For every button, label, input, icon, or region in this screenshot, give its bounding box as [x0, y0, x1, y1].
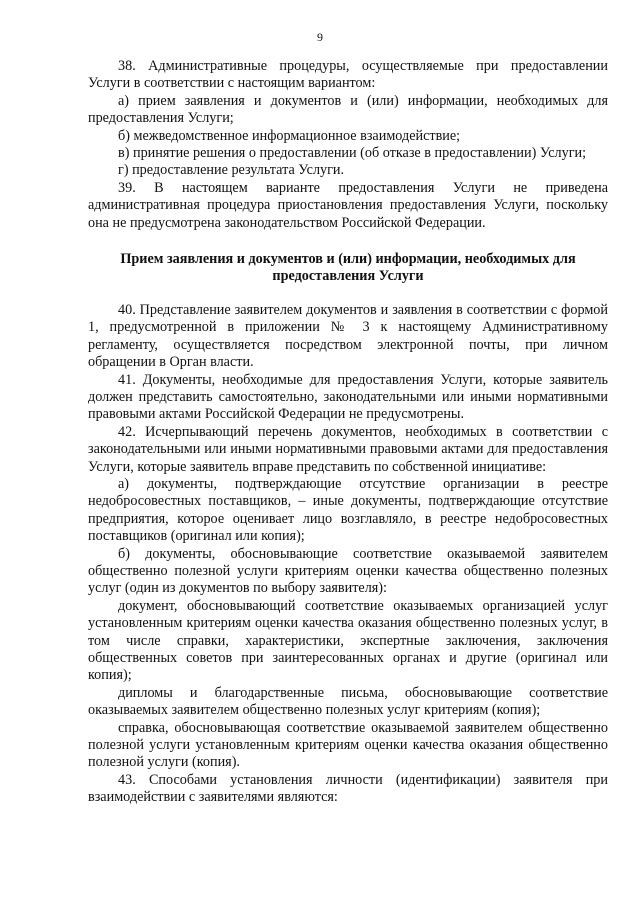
- document-body: [88, 58, 608, 807]
- list-item-42a: а) документы, подтверждающие отсутствие организации в реестре недобросовестных поставщиков, – иные документы, подтверждающие отсутствие предприятия, которое оценивает лицо возглавляло, в реестре недобросовестных поставщиков (оригинал или копия);: [88, 475, 608, 545]
- list-item-v: в) принятие решения о предоставлении (об отказе в предоставлении) Услуги;: [118, 145, 587, 162]
- sub-item-certificate: справка, обосновывающая соответствие оказываемой заявителем общественно полезной услуги установленным критериям оценки качества оказания общественно полезной услуги (копия).: [88, 719, 608, 771]
- paragraph-41: 41. Документы, необходимые для предоставления Услуги, которые заявитель должен представить самостоятельно, законодательными или иными нормативными правовыми актами Российской Федерации не предусмотрены.: [88, 371, 608, 423]
- list-item-a: а) прием заявления и документов и (или) информации, необходимых для предоставления Услуги;: [88, 92, 608, 127]
- page-number: 9: [317, 30, 323, 44]
- sub-item-document: документ, обосновывающий соответствие оказываемых организацией услуг установленным критериям оценки качества оказания общественно полезных услуг, в том числе справки, характеристики, экспертные заключения, заключения общественных советов при заинтересованных органах и другие (оригинал или копия);: [88, 597, 608, 684]
- paragraph-42: 42. Исчерпывающий перечень документов, необходимых в соответствии с законодательными или иными нормативными правовыми актами для предоставления Услуги, которые заявитель вправе представить по собственной инициативе:: [88, 423, 608, 475]
- list-item-b: б) межведомственное информационное взаимодействие;: [118, 127, 461, 144]
- section-heading: Прием заявления и документов и (или) информации, необходимых для предоставления Услуги: [120, 251, 576, 285]
- paragraph-39: 39. В настоящем варианте предоставления Услуги не приведена административная процедура приостановления предоставления Услуги, поскольку она не предусмотрена законодательством Российской Федерации.: [88, 179, 608, 231]
- sub-item-diplomas: дипломы и благодарственные письма, обосновывающие соответствие оказываемых заявителем общественно полезных услуг критериям (копия);: [88, 684, 608, 719]
- paragraph-43: 43. Способами установления личности (идентификации) заявителя при взаимодействии с заявителями являются:: [88, 771, 608, 806]
- paragraph-40: 40. Представление заявителем документов и заявления в соответствии с формой 1, предусмотренной в приложении № 3 к настоящему Административному регламенту, осуществляется посредством электронной почты, при личном обращении в Орган власти.: [88, 301, 608, 371]
- list-item-g: г) предоставление результата Услуги.: [118, 162, 345, 179]
- paragraph-38: 38. Административные процедуры, осуществляемые при предоставлении Услуги в соответствии с настоящим вариантом:: [88, 58, 608, 92]
- list-item-42b: б) документы, обосновывающие соответствие оказываемой заявителем общественно полезной услуги критериям оценки качества общественно полезных услуг (один из документов по выбору заявителя):: [88, 545, 608, 597]
